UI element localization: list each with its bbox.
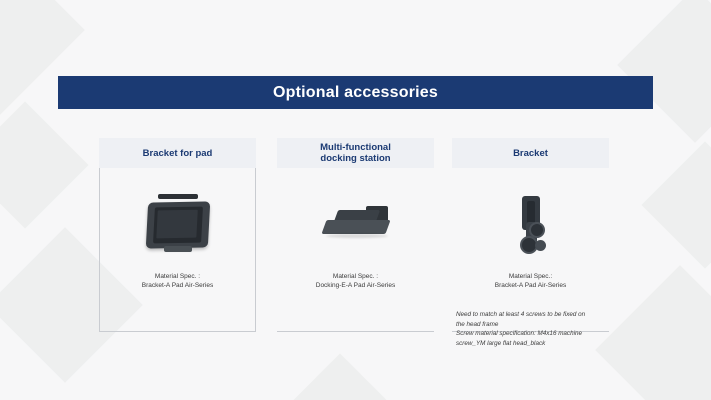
accessory-card-docking-station — [277, 138, 434, 332]
note-line-1: Need to match at least 4 screws to be fixed on — [456, 311, 586, 318]
bracket-installation-note — [456, 310, 616, 348]
card-header — [99, 138, 256, 168]
card-header — [277, 138, 434, 168]
bracket-knob-part — [535, 240, 546, 251]
page-title: Optional accessories — [273, 83, 438, 101]
card-spec-line-1: Material Spec. : — [154, 273, 201, 280]
card-spec-text — [100, 272, 255, 290]
card-spec-text — [452, 272, 609, 290]
card-body — [452, 168, 609, 332]
card-title-line-1: Multi-functional — [320, 142, 391, 153]
card-body — [277, 168, 434, 332]
dock-shadow — [326, 234, 388, 238]
tablet-screen-part — [153, 207, 203, 244]
card-spec-line-2: Bracket-A Pad Air-Series — [494, 282, 567, 289]
card-spec-text — [277, 272, 434, 290]
card-spec-line-2: Bracket-A Pad Air-Series — [141, 282, 214, 289]
card-header — [452, 138, 609, 168]
tablet-body-part — [145, 201, 209, 248]
bracket-foot-part — [164, 246, 192, 252]
card-title: Bracket — [513, 147, 548, 159]
card-body — [99, 168, 256, 332]
tablet-in-bracket-image — [100, 192, 255, 264]
card-spec-line-1: Material Spec. : — [332, 273, 379, 280]
slide-title-bar — [58, 76, 653, 109]
bracket-handle-part — [158, 194, 198, 199]
card-title — [320, 142, 391, 164]
card-title: Bracket for pad — [142, 147, 213, 159]
note-line-4: screw_YM large flat head_black — [456, 339, 546, 347]
note-line-2: the head frame — [456, 320, 499, 328]
accessory-card-bracket — [452, 138, 609, 332]
note-line-3: Screw material specification: M4x16 machine — [456, 330, 582, 337]
bracket-arm-image — [452, 192, 609, 264]
accessory-card-bracket-for-pad — [99, 138, 256, 332]
card-spec-line-2: Docking-E-A Pad Air-Series — [315, 282, 396, 289]
docking-station-image — [277, 192, 434, 264]
card-spec-line-1: Material Spec.: — [508, 273, 553, 280]
dock-base-part — [321, 220, 390, 234]
card-title-line-2: docking station — [320, 153, 391, 164]
